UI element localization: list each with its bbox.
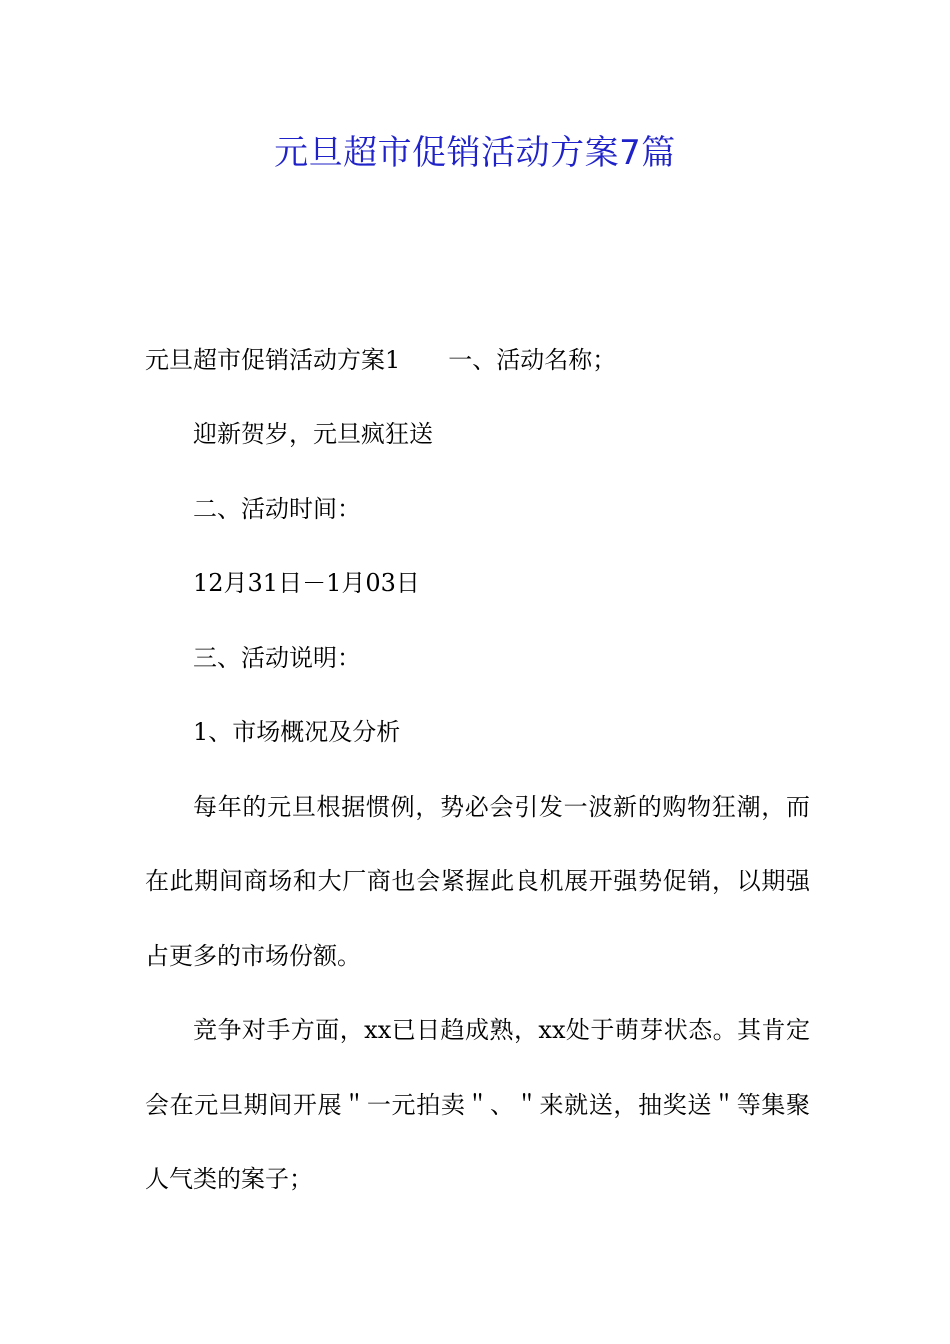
section-heading-line	[145, 340, 810, 380]
paragraph-1-line-3: 占更多的市场份额。	[145, 942, 361, 970]
paragraph-1-line-1: 每年的元旦根据惯例，势必会引发一波新的购物狂潮，而	[193, 793, 810, 821]
activity-time-text: 12月31日－1月03日	[193, 569, 420, 597]
activity-name-text: 迎新贺岁，元旦疯狂送	[193, 420, 433, 448]
sub-heading-market-analysis: 1、市场概况及分析	[193, 718, 401, 746]
section-heading: 元旦超市促销活动方案1	[145, 346, 401, 374]
item-3-heading: 三、活动说明：	[193, 644, 361, 672]
paragraph-2-line-3: 人气类的案子；	[145, 1165, 313, 1193]
document-title: 元旦超市促销活动方案7篇	[274, 133, 676, 173]
paragraph-2-line-2: 会在元旦期间开展＂一元拍卖＂、＂来就送，抽奖送＂等集聚	[145, 1091, 810, 1119]
item-1-heading: 一、活动名称；	[448, 346, 617, 374]
paragraph-1-line-2: 在此期间商场和大厂商也会紧握此良机展开强势促销，以期强	[145, 867, 810, 895]
paragraph-2-line-1: 竞争对手方面，xx已日趋成熟，xx处于萌芽状态。其肯定	[193, 1016, 810, 1044]
item-2-heading: 二、活动时间：	[193, 495, 361, 523]
